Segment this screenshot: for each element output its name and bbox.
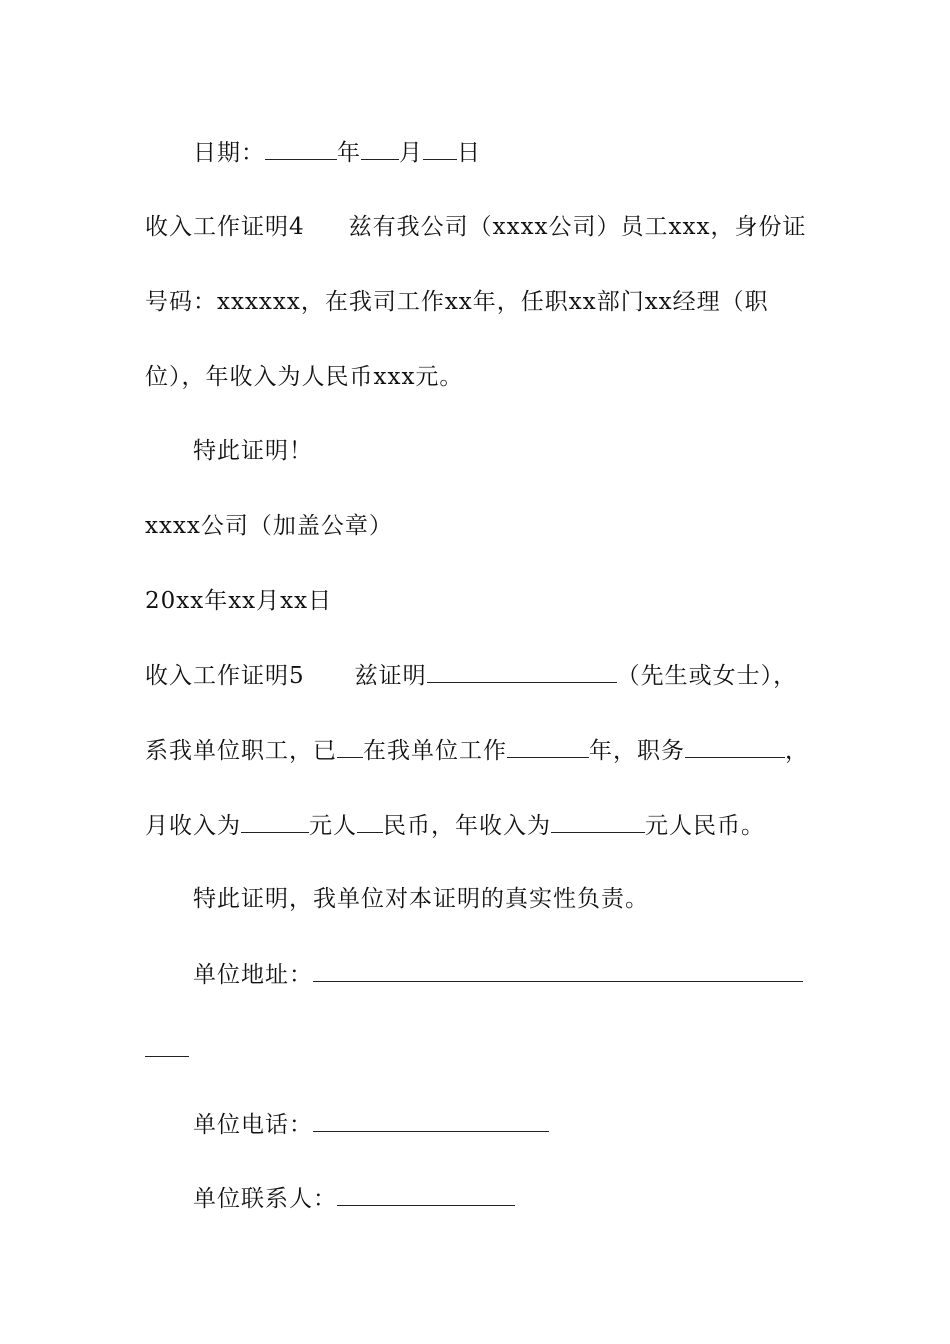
month-text: 月 <box>399 140 423 166</box>
cert5-text-3c: 民币，年收入为 <box>383 813 551 839</box>
cert5-text-2c: 年，职务 <box>589 738 685 764</box>
cert5-text-2b: 在我单位工作 <box>363 738 507 764</box>
cert4-line1 <box>145 212 910 242</box>
cert5-text-2d: ， <box>785 738 809 764</box>
cert5-text-3d: 元人民币。 <box>645 813 765 839</box>
cert5-text-3b: 元人 <box>309 813 357 839</box>
day-blank <box>423 137 457 160</box>
cert5-line1 <box>145 660 910 691</box>
cert4-line2 <box>145 287 910 317</box>
phone-label: 单位电话： <box>193 1112 313 1138</box>
cert5-text-1b: （先生或女士）， <box>616 663 798 689</box>
cert4-text-1: 兹有我公司（xxxx公司）员工xxx，身份证 <box>348 214 807 240</box>
date-line <box>193 137 910 168</box>
cert5-line2 <box>145 735 910 766</box>
cert4-text-2: 号码：xxxxxx，在我司工作xx年，任职xx部门xx经理（职 <box>145 289 769 315</box>
year-blank <box>265 137 337 160</box>
address-label: 单位地址： <box>193 962 313 988</box>
cert5-line3 <box>145 810 910 841</box>
cert4-closing <box>193 436 910 466</box>
annual-income-blank <box>551 810 645 833</box>
contact-blank <box>337 1183 515 1206</box>
cert4-company-text: xxxx公司（加盖公章） <box>145 513 393 539</box>
cert4-date <box>145 586 910 616</box>
cert4-line3 <box>145 362 910 392</box>
cert5-closing <box>193 884 910 914</box>
monthly-income-blank <box>241 810 309 833</box>
cert5-text-3a: 月收入为 <box>145 813 241 839</box>
contact-label: 单位联系人： <box>193 1186 337 1212</box>
address-line-cont <box>145 1034 910 1065</box>
cert4-title: 收入工作证明4 <box>145 214 305 240</box>
cert5-text-2a: 系我单位职工，已 <box>145 738 337 764</box>
currency-blank <box>357 810 383 833</box>
contact-line <box>193 1183 910 1214</box>
day-text: 日 <box>457 140 481 166</box>
phone-line <box>193 1109 910 1140</box>
position-blank <box>685 735 785 758</box>
month-blank <box>361 137 399 160</box>
already-blank <box>337 735 363 758</box>
cert5-text-1a: 兹证明 <box>354 663 427 689</box>
name-blank <box>427 660 617 683</box>
date-label: 日期： <box>193 140 265 166</box>
year-text: 年 <box>337 140 361 166</box>
cert5-closing-text: 特此证明，我单位对本证明的真实性负责。 <box>193 886 649 912</box>
address-blank-cont <box>145 1034 189 1057</box>
cert4-company <box>145 511 910 541</box>
address-blank <box>313 959 803 982</box>
cert4-closing-text: 特此证明！ <box>193 438 313 464</box>
phone-blank <box>313 1109 549 1132</box>
years-blank <box>507 735 589 758</box>
cert5-title: 收入工作证明5 <box>145 663 305 689</box>
cert4-date-text: 20xx年xx月xx日 <box>145 588 333 614</box>
address-line <box>193 959 910 990</box>
cert4-text-3: 位），年收入为人民币xxx元。 <box>145 364 464 390</box>
